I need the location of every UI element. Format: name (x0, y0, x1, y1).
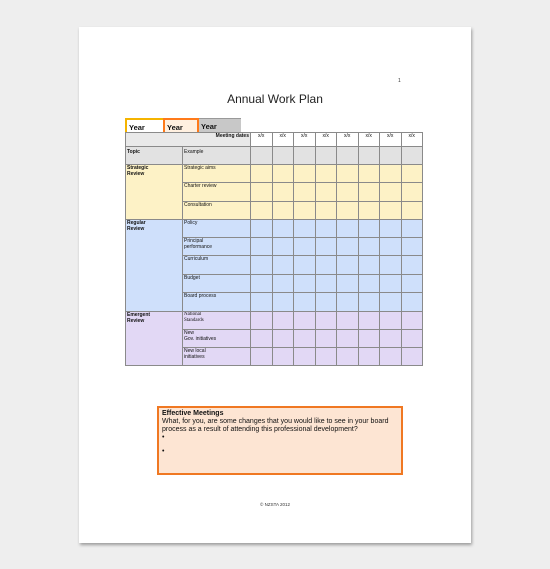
group-label-regular: Regular Review (126, 220, 183, 312)
document-page (79, 27, 471, 543)
topic-label: Topic (126, 147, 183, 165)
topic-item: Curriculum (183, 256, 251, 275)
bullet-point: • (162, 434, 165, 441)
copyright-footer: © NZSTA 2012 (260, 502, 290, 507)
effective-meetings-heading: Effective Meetings (162, 410, 224, 417)
meeting-date: x/x (272, 133, 294, 147)
table-row (126, 165, 423, 183)
topic-item: Consultation (183, 202, 251, 220)
meeting-date: x/x (337, 133, 359, 147)
group-label-emergent: Emergent Review (126, 312, 183, 366)
table-row (126, 220, 423, 238)
bullet-point: • (162, 448, 165, 455)
effective-meetings-question: What, for you, are some changes that you would like to see in your board process as a result of attending this professional development? (162, 418, 389, 433)
topic-item: Policy (183, 220, 251, 238)
topic-example: Example (183, 147, 251, 165)
topic-item: Charter review (183, 183, 251, 202)
meeting-date: x/x (251, 133, 273, 147)
page-number: 1 (398, 78, 401, 84)
year-tab-3: Year (199, 118, 241, 132)
effective-meetings-box (157, 406, 403, 475)
topic-item: Strategic aims (183, 165, 251, 183)
work-plan-table (125, 132, 423, 366)
meeting-date: x/x (401, 133, 423, 147)
year-tab-1: Year (125, 118, 163, 132)
topic-row (126, 147, 423, 165)
table-row (126, 312, 423, 330)
meeting-date: x/x (358, 133, 380, 147)
topic-item: Budget (183, 275, 251, 293)
meeting-dates-row (126, 133, 423, 147)
meeting-date: x/x (315, 133, 337, 147)
topic-item: New local initiatives (183, 348, 251, 366)
meeting-date: x/x (380, 133, 402, 147)
meeting-date: x/x (294, 133, 316, 147)
group-label-strategic: Strategic Review (126, 165, 183, 220)
topic-item: New Gov. initiatives (183, 330, 251, 348)
year-tab-2: Year (163, 118, 199, 132)
topic-item: National Standards (183, 312, 251, 330)
meeting-dates-label: Meeting dates (126, 133, 251, 147)
document-title: Annual Work Plan (227, 92, 323, 106)
topic-item: Board process (183, 293, 251, 312)
topic-item: Principal performance (183, 238, 251, 256)
